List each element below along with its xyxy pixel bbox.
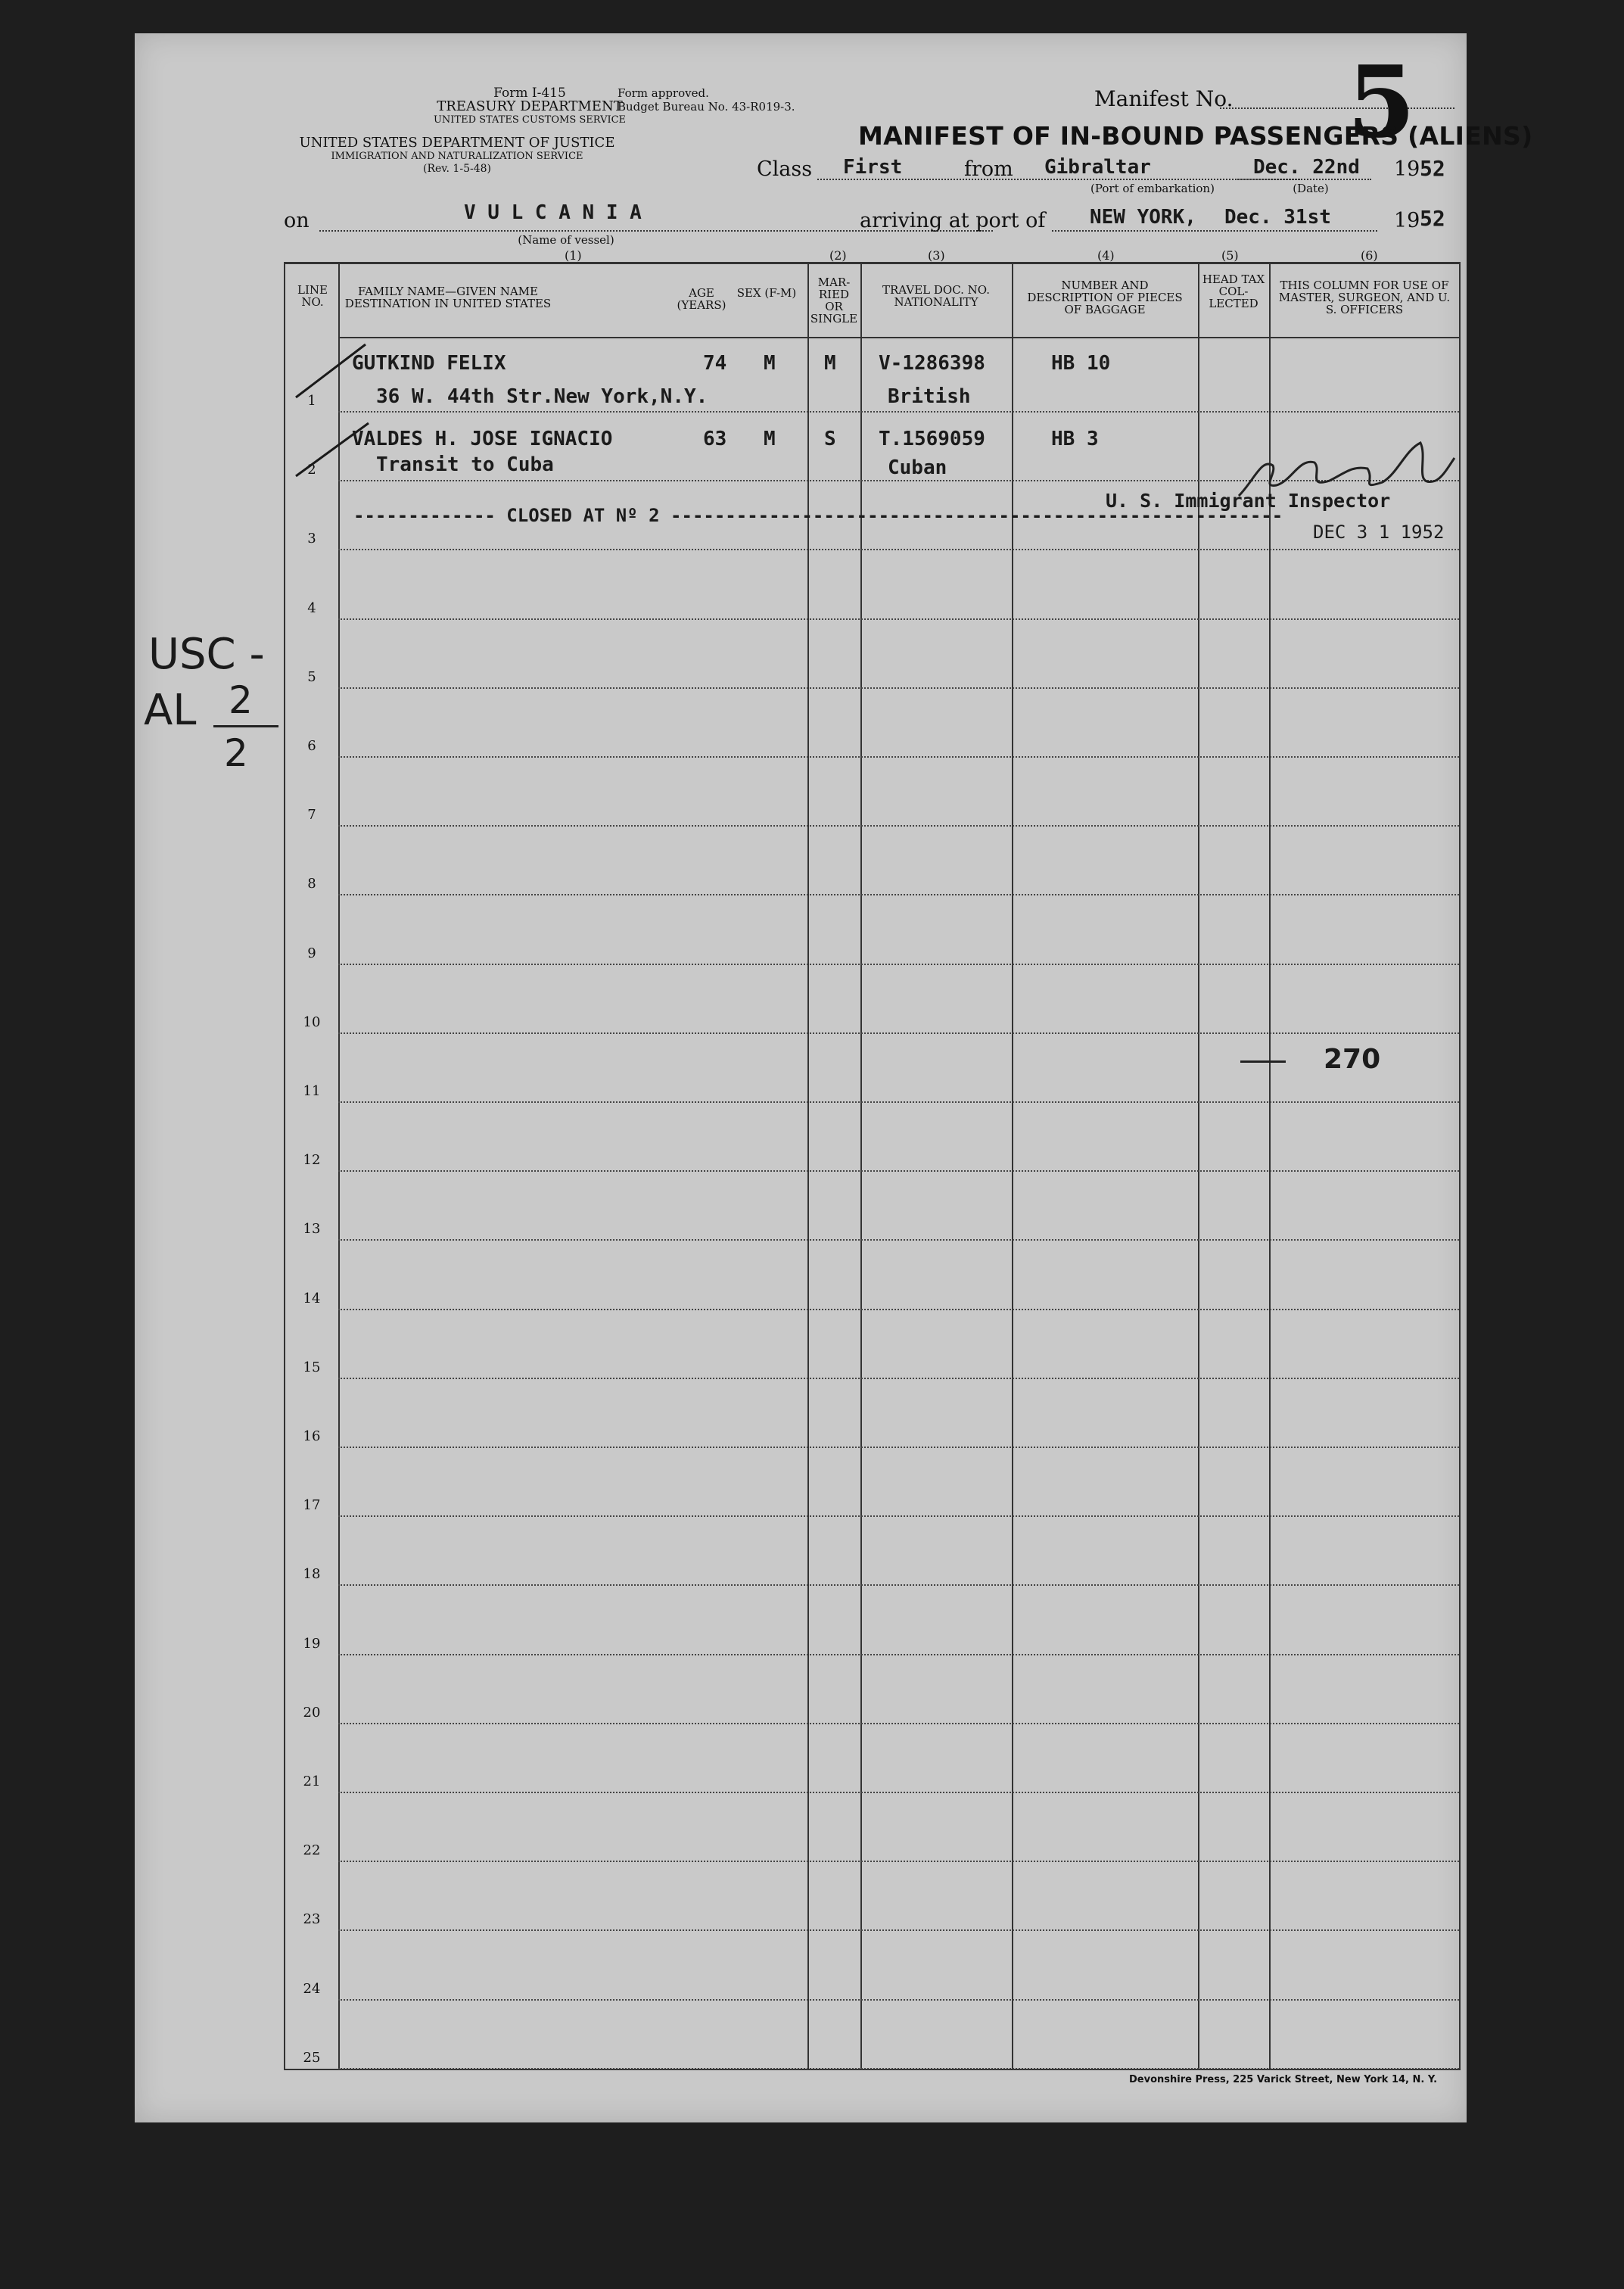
row-line xyxy=(338,1723,1459,1724)
passenger-married: S xyxy=(824,428,836,450)
passenger-baggage: HB 3 xyxy=(1051,428,1099,450)
row-line xyxy=(338,1101,1459,1103)
row-line xyxy=(338,1654,1459,1655)
row-number: 4 xyxy=(307,600,316,616)
row-line xyxy=(338,1861,1459,1862)
row-number: 23 xyxy=(303,1911,321,1928)
row-number: 6 xyxy=(307,738,316,754)
row-line xyxy=(338,1584,1459,1586)
customs-service: UNITED STATES CUSTOMS SERVICE xyxy=(433,114,627,126)
row-line xyxy=(338,1792,1459,1793)
row-number: 1 xyxy=(307,393,316,409)
row-number: 12 xyxy=(303,1152,321,1169)
arrival-date: Dec. 31st xyxy=(1224,206,1331,229)
row-number: 9 xyxy=(307,945,316,961)
passenger-sex: M xyxy=(764,428,776,450)
row-number: 3 xyxy=(307,531,316,547)
passenger-doc-no: V-1286398 xyxy=(879,352,985,375)
passenger-age: 63 xyxy=(703,428,727,450)
col-number-4: (4) xyxy=(1097,248,1115,263)
header-head-tax: HEAD TAX COL- LECTED xyxy=(1202,272,1265,310)
header-age: AGE (YEARS) xyxy=(677,286,726,312)
header-name: FAMILY NAME—GIVEN NAME DESTINATION IN UNITED STATES xyxy=(344,285,552,310)
row-number: 7 xyxy=(307,807,316,824)
header-married: MAR- RIED OR SINGLE xyxy=(810,276,858,325)
margin-annotation: AL xyxy=(144,686,197,735)
passenger-destination: Transit to Cuba xyxy=(376,453,554,476)
row-number: 25 xyxy=(303,2049,321,2066)
passenger-table xyxy=(284,262,1461,2070)
passenger-nationality: Cuban xyxy=(888,456,947,479)
arrival-year-prefix: 19 xyxy=(1394,209,1420,232)
row-number: 2 xyxy=(307,462,316,478)
header-line-no: LINE NO. xyxy=(297,283,328,309)
check-mark-icon xyxy=(293,340,376,400)
row-line xyxy=(338,1929,1459,1931)
row-line xyxy=(338,618,1459,620)
manifest-no-label: Manifest No. xyxy=(1094,86,1234,111)
arrival-year: 52 xyxy=(1420,206,1445,231)
row-line xyxy=(338,1032,1459,1034)
form-number: Form I-415 xyxy=(493,86,566,101)
departure-year-prefix: 19 xyxy=(1394,157,1420,181)
vessel-name: V U L C A N I A xyxy=(464,201,642,224)
vessel-caption: (Name of vessel) xyxy=(518,233,614,247)
inspector-signature xyxy=(1231,435,1458,503)
passenger-age: 74 xyxy=(703,352,727,375)
row-number: 14 xyxy=(303,1290,321,1306)
row-number: 24 xyxy=(303,1980,321,1997)
on-label: on xyxy=(284,209,310,232)
row-number: 17 xyxy=(303,1497,321,1514)
row-number: 16 xyxy=(303,1428,321,1444)
row-number: 22 xyxy=(303,1842,321,1859)
col-number-1: (1) xyxy=(565,248,582,263)
passenger-sex: M xyxy=(764,352,776,375)
arriving-label: arriving at port of xyxy=(860,209,1046,232)
manifest-title: MANIFEST OF IN-BOUND PASSENGERS (ALIENS) xyxy=(858,121,1533,151)
port-of-embarkation: Gibraltar xyxy=(1044,156,1151,179)
col-number-3: (3) xyxy=(928,248,945,263)
row-number: 19 xyxy=(303,1635,321,1652)
row-number: 15 xyxy=(303,1359,321,1375)
row-line xyxy=(338,1999,1459,2001)
row-line xyxy=(338,894,1459,895)
passenger-destination: 36 W. 44th Str.New York,N.Y. xyxy=(376,385,708,408)
margin-annotation: 2 xyxy=(224,731,248,775)
row-line xyxy=(338,549,1459,550)
row-line xyxy=(338,411,1459,413)
margin-number: 270 xyxy=(1324,1044,1381,1075)
departure-year: 52 xyxy=(1420,156,1445,181)
dept-justice: UNITED STATES DEPARTMENT OF JUSTICE xyxy=(299,135,615,151)
row-line xyxy=(338,1170,1459,1172)
passenger-name: VALDES H. JOSE IGNACIO xyxy=(352,428,613,450)
check-mark-icon xyxy=(293,416,376,479)
ins-service: IMMIGRATION AND NATURALIZATION SERVICE xyxy=(331,151,583,162)
row-number: 20 xyxy=(303,1704,321,1721)
col-number-5: (5) xyxy=(1221,248,1239,263)
header-travel-doc: TRAVEL DOC. NO. NATIONALITY xyxy=(882,283,990,309)
margin-annotation: USC - xyxy=(148,630,265,679)
departure-date: Dec. 22nd xyxy=(1253,156,1360,179)
header-officers: THIS COLUMN FOR USE OF MASTER, SURGEON, AND U. S. OFFICERS xyxy=(1278,279,1451,316)
printer-footer: Devonshire Press, 225 Varick Street, New York 14, N. Y. xyxy=(1129,2074,1438,2085)
row-number: 11 xyxy=(303,1083,321,1099)
passenger-married: M xyxy=(824,352,836,375)
class-value: First xyxy=(843,156,903,179)
manifest-number: 5 xyxy=(1347,44,1416,160)
row-line xyxy=(338,1309,1459,1310)
passenger-nationality: British xyxy=(888,385,971,408)
date-caption: (Date) xyxy=(1293,182,1329,195)
class-label: Class xyxy=(757,157,813,181)
row-line xyxy=(338,825,1459,827)
col-number-2: (2) xyxy=(829,248,847,263)
row-number: 8 xyxy=(307,876,316,892)
passenger-baggage: HB 10 xyxy=(1051,352,1111,375)
arrival-port: NEW YORK, xyxy=(1090,206,1196,229)
row-number: 5 xyxy=(307,668,316,685)
row-line xyxy=(338,1378,1459,1379)
row-line xyxy=(338,1447,1459,1448)
closed-line: ------------- CLOSED AT Nº 2 -------------------------------------------------------- xyxy=(353,505,1283,526)
passenger-name: GUTKIND FELIX xyxy=(352,352,506,375)
treasury-dept: TREASURY DEPARTMENT xyxy=(437,98,623,114)
from-label: from xyxy=(964,157,1013,181)
row-number: 10 xyxy=(303,1014,321,1030)
form-approved: Form approved. xyxy=(618,86,709,100)
row-line xyxy=(338,964,1459,965)
col-number-6: (6) xyxy=(1361,248,1378,263)
budget-bureau: Budget Bureau No. 43-R019-3. xyxy=(618,100,795,114)
port-embarkation-caption: (Port of embarkation) xyxy=(1090,182,1215,195)
margin-annotation: 2 xyxy=(229,678,253,722)
stamp-date: DEC 3 1 1952 xyxy=(1313,522,1445,543)
passenger-doc-no: T.1569059 xyxy=(879,428,985,450)
row-line xyxy=(338,687,1459,689)
row-number: 18 xyxy=(303,1566,321,1583)
row-number: 21 xyxy=(303,1774,321,1789)
inspector-label: U. S. Immigrant Inspector xyxy=(1106,490,1391,512)
form-revision: (Rev. 1-5-48) xyxy=(423,163,491,175)
row-line xyxy=(338,756,1459,758)
row-line xyxy=(338,2068,1459,2069)
row-line xyxy=(338,1515,1459,1517)
header-baggage: NUMBER AND DESCRIPTION OF PIECES OF BAGGAGE xyxy=(1027,279,1183,316)
row-number: 13 xyxy=(303,1221,321,1238)
header-sex: SEX (F-M) xyxy=(736,286,797,300)
row-line xyxy=(338,1239,1459,1241)
